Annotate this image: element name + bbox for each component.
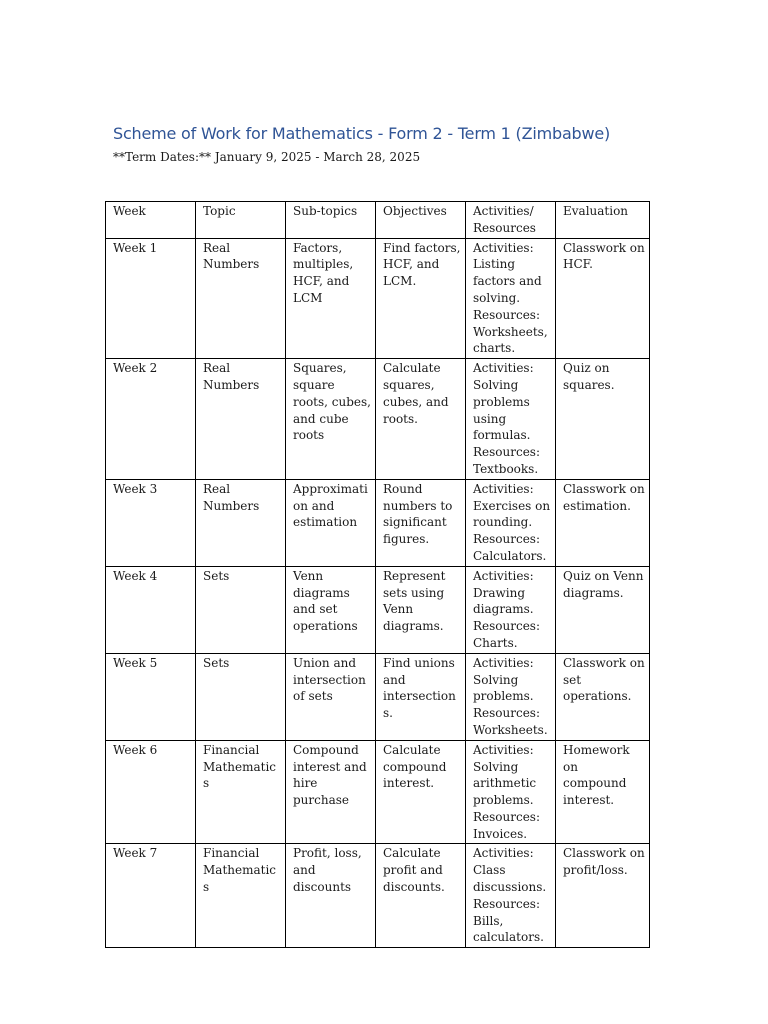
cell-objectives: Represent sets using Venn diagrams. — [376, 566, 466, 653]
header-week: Week — [106, 202, 196, 239]
term-dates: **Term Dates:** January 9, 2025 - March 28, 2025 — [113, 150, 421, 164]
cell-topic: Sets — [196, 566, 286, 653]
table-row — [106, 238, 650, 359]
cell-evaluation: Classwork on estimation. — [556, 479, 650, 566]
cell-week: Week 6 — [106, 740, 196, 844]
header-evaluation: Evaluation — [556, 202, 650, 239]
table-row — [106, 740, 650, 844]
cell-evaluation: Quiz on Venn diagrams. — [556, 566, 650, 653]
table-row — [106, 653, 650, 740]
cell-week: Week 3 — [106, 479, 196, 566]
cell-evaluation: Classwork on HCF. — [556, 238, 650, 359]
document-title: Scheme of Work for Mathematics - Form 2 - Term 1 (Zimbabwe) — [113, 124, 611, 143]
header-topic: Topic — [196, 202, 286, 239]
cell-week: Week 1 — [106, 238, 196, 359]
cell-evaluation: Classwork on profit/loss. — [556, 844, 650, 948]
cell-topic: Real Numbers — [196, 479, 286, 566]
cell-sub-topics: Squares, square roots, cubes, and cube roots — [286, 359, 376, 480]
cell-objectives: Calculate compound interest. — [376, 740, 466, 844]
cell-objectives: Calculate profit and discounts. — [376, 844, 466, 948]
cell-objectives: Find factors, HCF, and LCM. — [376, 238, 466, 359]
cell-activities-resources: Activities: Class discussions. Resources: Bills, calculators. — [466, 844, 556, 948]
cell-evaluation: Homework on compound interest. — [556, 740, 650, 844]
cell-topic: Financial Mathematics — [196, 844, 286, 948]
cell-evaluation: Quiz on squares. — [556, 359, 650, 480]
cell-objectives: Calculate squares, cubes, and roots. — [376, 359, 466, 480]
cell-activities-resources: Activities: Drawing diagrams. Resources: Charts. — [466, 566, 556, 653]
cell-sub-topics: Venn diagrams and set operations — [286, 566, 376, 653]
cell-activities-resources: Activities: Solving arithmetic problems. Resources: Invoices. — [466, 740, 556, 844]
cell-sub-topics: Approximati on and estimation — [286, 479, 376, 566]
cell-week: Week 4 — [106, 566, 196, 653]
cell-sub-topics: Union and intersection of sets — [286, 653, 376, 740]
table-row — [106, 566, 650, 653]
cell-topic: Sets — [196, 653, 286, 740]
header-activities-resources: Activities/ Resources — [466, 202, 556, 239]
cell-topic: Real Numbers — [196, 359, 286, 480]
cell-week: Week 2 — [106, 359, 196, 480]
cell-topic: Real Numbers — [196, 238, 286, 359]
table-row — [106, 359, 650, 480]
header-sub-topics: Sub-topics — [286, 202, 376, 239]
cell-week: Week 5 — [106, 653, 196, 740]
cell-evaluation: Classwork on set operations. — [556, 653, 650, 740]
cell-sub-topics: Factors, multiples, HCF, and LCM — [286, 238, 376, 359]
cell-week: Week 7 — [106, 844, 196, 948]
table-row — [106, 844, 650, 948]
cell-objectives: Round numbers to significant figures. — [376, 479, 466, 566]
cell-sub-topics: Profit, loss, and discounts — [286, 844, 376, 948]
table-row — [106, 479, 650, 566]
cell-activities-resources: Activities: Exercises on rounding. Resources: Calculators. — [466, 479, 556, 566]
cell-activities-resources: Activities: Solving problems. Resources: Worksheets. — [466, 653, 556, 740]
cell-topic: Financial Mathematics — [196, 740, 286, 844]
table-header-row — [106, 202, 650, 239]
scheme-of-work-table — [105, 201, 650, 948]
cell-objectives: Find unions and intersection s. — [376, 653, 466, 740]
header-objectives: Objectives — [376, 202, 466, 239]
cell-sub-topics: Compound interest and hire purchase — [286, 740, 376, 844]
cell-activities-resources: Activities: Solving problems using formulas. Resources: Textbooks. — [466, 359, 556, 480]
cell-activities-resources: Activities: Listing factors and solving. Resources: Worksheets, charts. — [466, 238, 556, 359]
